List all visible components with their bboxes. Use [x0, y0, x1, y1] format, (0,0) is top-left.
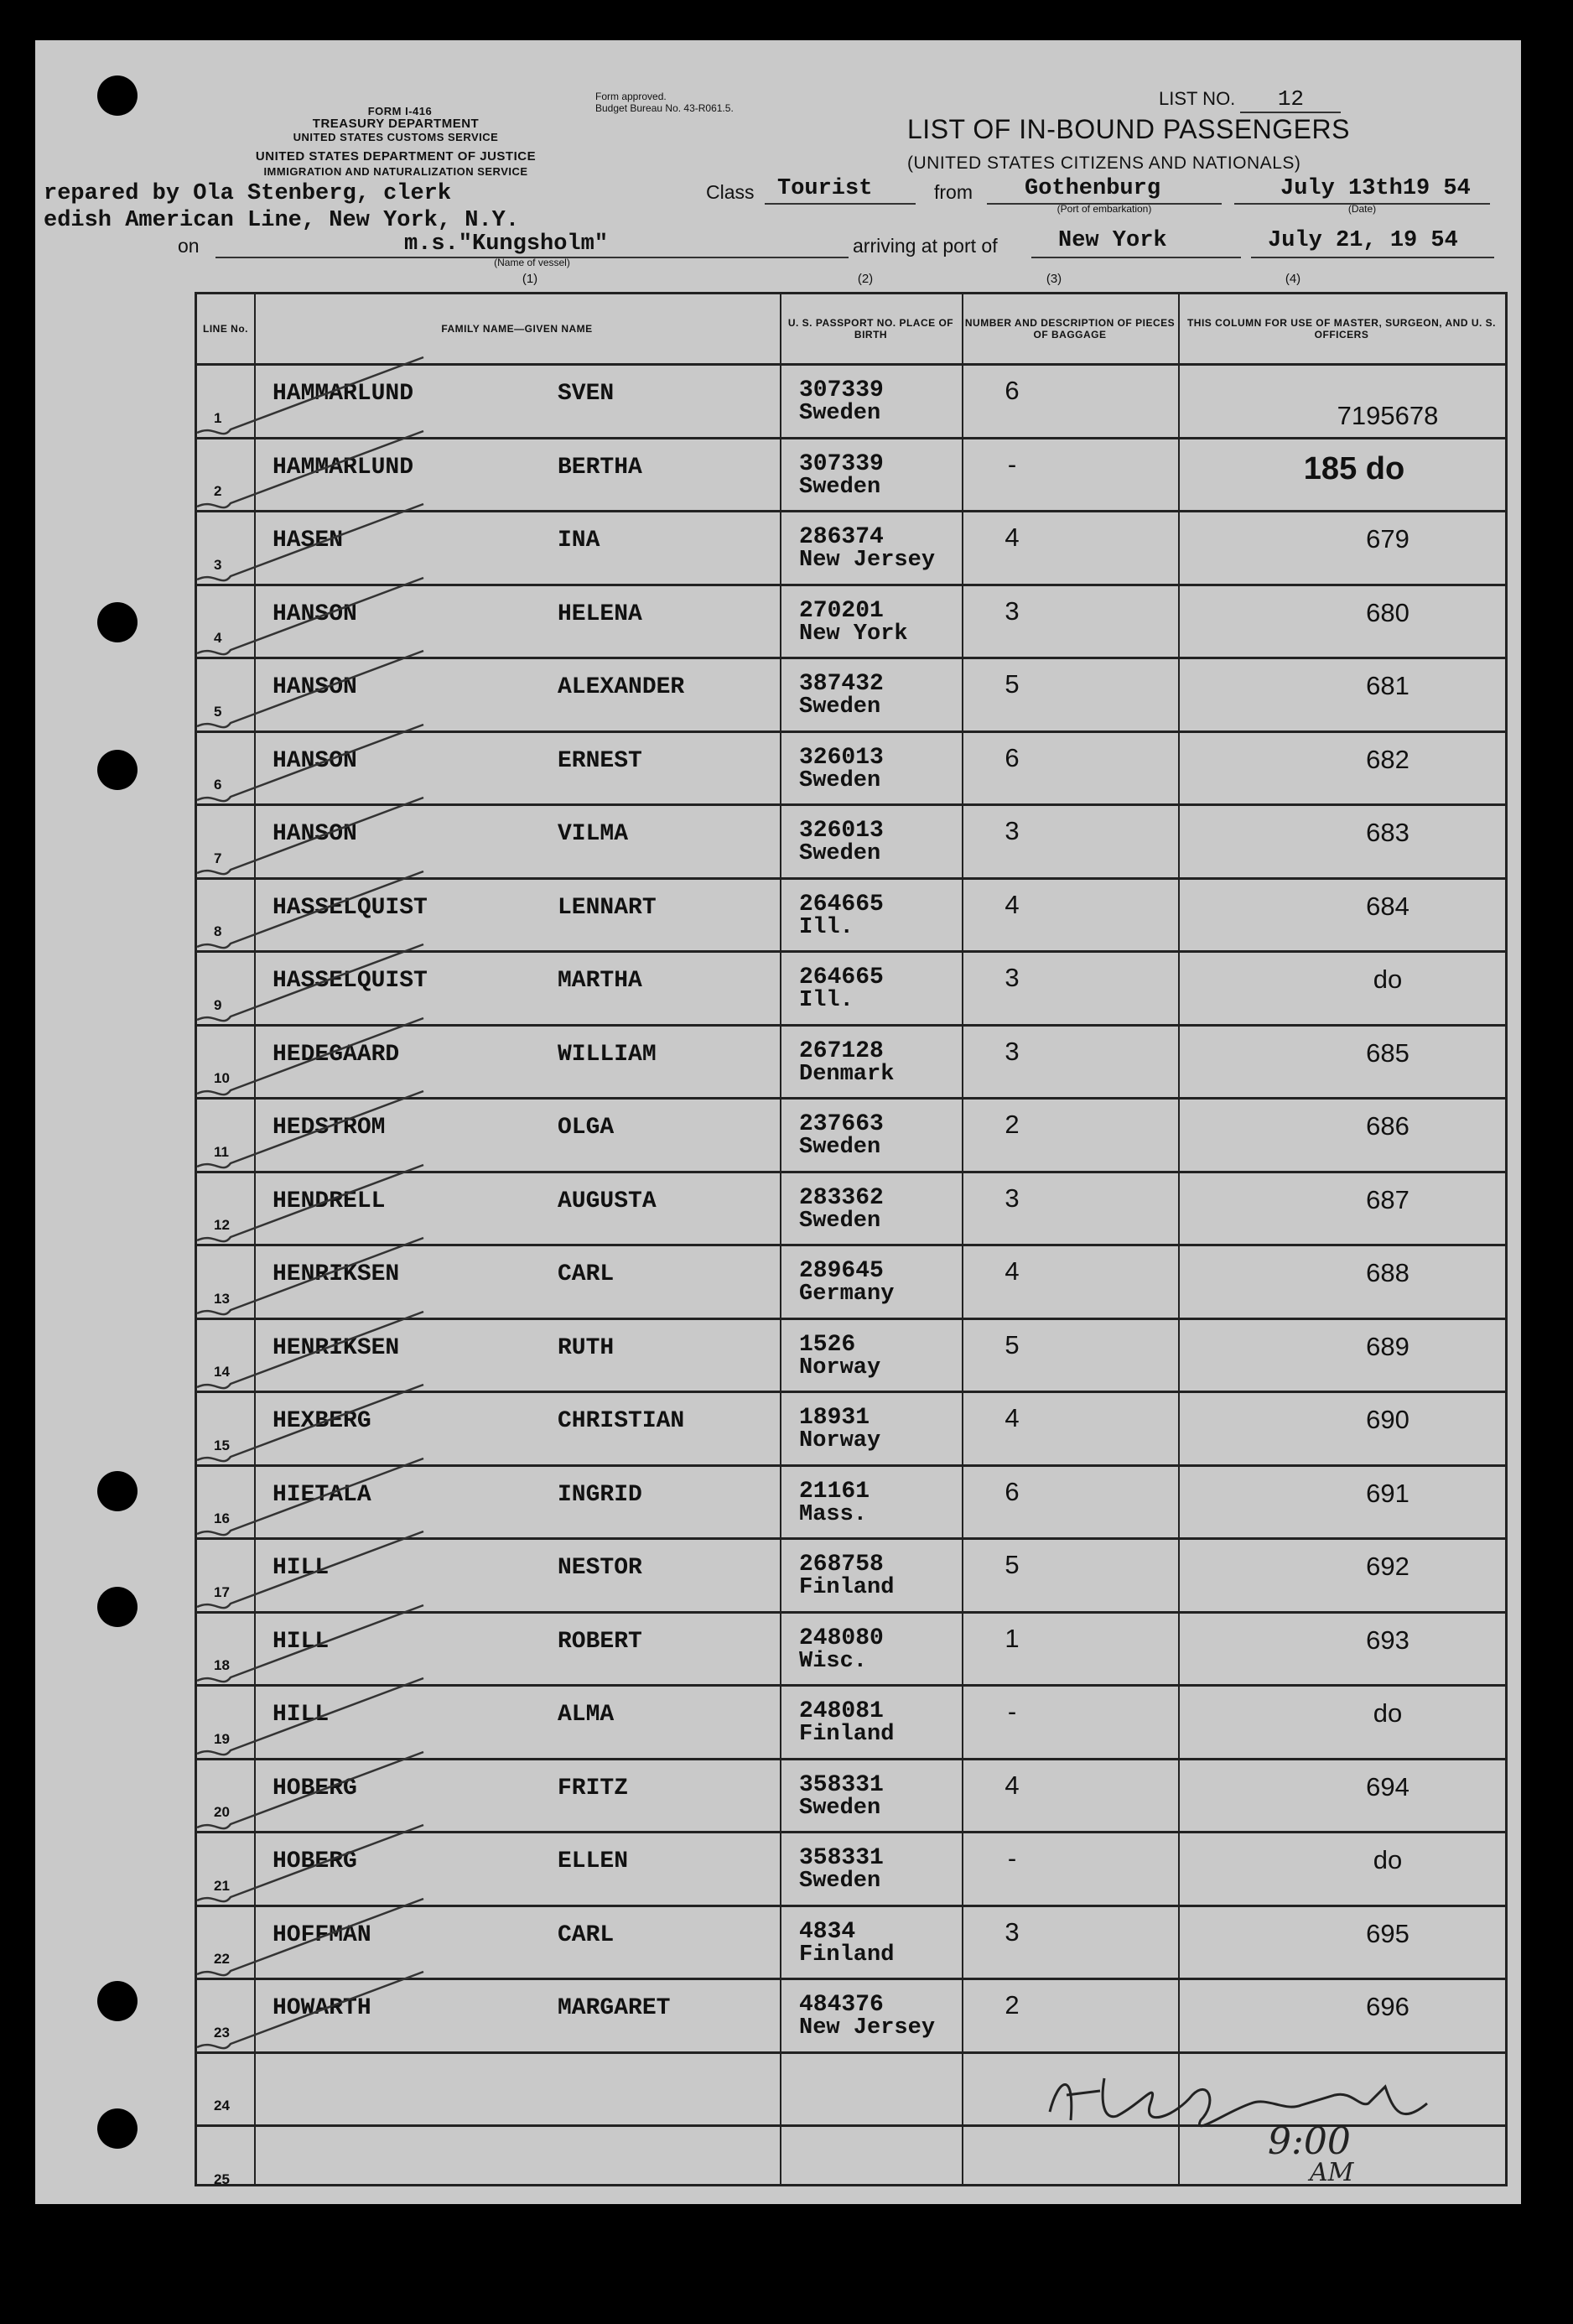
line-number: 18	[214, 1657, 230, 1673]
from-label: from	[934, 181, 973, 203]
given-name: ALMA	[558, 1702, 615, 1728]
prepared-by: repared by Ola Stenberg, clerk	[44, 181, 452, 206]
given-name: AUGUSTA	[558, 1188, 657, 1214]
header-office-use: THIS COLUMN FOR USE OF MASTER, SURGEON, AND U. S. OFFICERS	[1186, 317, 1497, 341]
given-name: RUTH	[558, 1334, 615, 1361]
office-use-entry: 682	[1366, 744, 1409, 774]
given-name: VILMA	[558, 821, 629, 847]
place-of-birth: Sweden	[799, 694, 881, 720]
table-row	[197, 1100, 1505, 1173]
office-use-entry: do	[1373, 1845, 1403, 1874]
baggage-count: -	[1007, 1697, 1017, 1726]
office-use-entry: 686	[1366, 1111, 1409, 1141]
baggage-count: 3	[1005, 816, 1020, 845]
line-number: 3	[214, 556, 222, 573]
baggage-count: -	[1007, 1843, 1017, 1873]
treasury-dept: TREASURY DEPARTMENT	[312, 117, 480, 131]
passport-number: 283362	[799, 1184, 884, 1211]
passport-number: 270201	[799, 597, 884, 624]
place-of-birth: Sweden	[799, 1795, 881, 1821]
family-name: HANSON	[273, 674, 357, 700]
punch-hole	[97, 750, 138, 790]
line-number: 24	[214, 2098, 230, 2113]
line-number: 20	[214, 1804, 230, 1820]
place-of-birth: Ill.	[799, 988, 854, 1013]
header-passport: U. S. PASSPORT NO. PLACE OF BIRTH	[787, 317, 954, 341]
time-note: 9:00	[1268, 2120, 1351, 2163]
passport-number: 268758	[799, 1552, 884, 1578]
office-use-entry: do	[1373, 964, 1403, 994]
header-baggage: NUMBER AND DESCRIPTION OF PIECES OF BAGGAGE	[964, 317, 1176, 341]
office-use-entry: 687	[1366, 1184, 1409, 1214]
line-number: 6	[214, 777, 222, 793]
line-number: 9	[214, 996, 222, 1013]
table-row	[197, 806, 1505, 880]
place-of-birth: Sweden	[799, 767, 881, 793]
column-number-1: (1)	[522, 272, 538, 286]
line-number: 4	[214, 630, 222, 646]
on-label: on	[178, 235, 200, 257]
table-row	[197, 880, 1505, 954]
given-name: MARGARET	[558, 1995, 671, 2021]
table-row	[197, 1246, 1505, 1320]
place-of-birth: Norway	[799, 1428, 881, 1453]
passport-number: 267128	[799, 1037, 884, 1064]
office-use-entry: do	[1373, 1698, 1403, 1728]
passport-number: 307339	[799, 377, 884, 403]
passenger-table	[195, 292, 1508, 2186]
office-use-entry: 683	[1366, 818, 1409, 847]
place-of-birth: New Jersey	[799, 548, 936, 573]
from-caption: (Port of embarkation)	[1056, 203, 1152, 215]
family-name: HASEN	[273, 528, 344, 554]
line-number: 21	[214, 1877, 230, 1894]
table-row	[197, 1760, 1505, 1834]
place-of-birth: Norway	[799, 1354, 881, 1380]
office-use-entry: 689	[1366, 1331, 1409, 1361]
line-number: 10	[214, 1070, 230, 1086]
baggage-count: 2	[1005, 1990, 1020, 2020]
passport-number: 237663	[799, 1111, 884, 1137]
baggage-count: -	[1007, 449, 1017, 479]
punch-hole	[97, 602, 138, 642]
given-name: ERNEST	[558, 747, 642, 774]
handwritten-signature	[1033, 2045, 1503, 2196]
punch-hole	[97, 75, 138, 116]
given-name: INGRID	[558, 1481, 642, 1508]
family-name: HASSELQUIST	[273, 894, 428, 921]
family-name: HOBERG	[273, 1775, 357, 1801]
line-number: 22	[214, 1951, 230, 1967]
given-name: BERTHA	[558, 454, 642, 481]
baggage-count: 1	[1005, 1623, 1020, 1653]
given-name: CARL	[558, 1921, 615, 1948]
family-name: HILL	[273, 1702, 330, 1728]
table-row	[197, 1027, 1505, 1100]
given-name: FRITZ	[558, 1775, 629, 1801]
list-number-value: 12	[1240, 86, 1341, 113]
column-number-3: (3)	[1046, 272, 1062, 286]
passport-number: 264665	[799, 964, 884, 990]
place-of-birth: Sweden	[799, 841, 881, 866]
family-name: HENRIKSEN	[273, 1334, 400, 1361]
passport-number: 1526	[799, 1331, 856, 1358]
baggage-count: 6	[1005, 1476, 1020, 1506]
table-row	[197, 1614, 1505, 1687]
place-of-birth: Finland	[799, 1722, 895, 1747]
place-of-birth: Germany	[799, 1282, 895, 1307]
table-row	[197, 1687, 1505, 1760]
family-name: HEDEGAARD	[273, 1041, 400, 1068]
signature-initials	[1033, 2045, 1034, 2046]
family-name: HILL	[273, 1628, 330, 1655]
office-use-entry: 679	[1366, 524, 1409, 554]
vessel-name: m.s."Kungsholm"	[404, 231, 609, 257]
table-row	[197, 1907, 1505, 1981]
line-number: 25	[214, 2171, 230, 2187]
place-of-birth: Sweden	[799, 474, 881, 500]
table-row	[197, 512, 1505, 586]
place-of-birth: Sweden	[799, 1135, 881, 1160]
place-of-birth: Finland	[799, 1575, 895, 1600]
family-name: HANSON	[273, 600, 357, 627]
line-number: 19	[214, 1730, 230, 1747]
table-row	[197, 439, 1505, 513]
column-number-4: (4)	[1285, 272, 1301, 286]
page-subtitle: (UNITED STATES CITIZENS AND NATIONALS)	[907, 153, 1301, 173]
family-name: HENDRELL	[273, 1188, 386, 1214]
baggage-count: 2	[1005, 1110, 1020, 1139]
family-name: HASSELQUIST	[273, 968, 428, 994]
given-name: ROBERT	[558, 1628, 642, 1655]
line-number: 8	[214, 923, 222, 939]
given-name: SVEN	[558, 381, 615, 407]
place-of-birth: Sweden	[799, 1869, 881, 1894]
line-number: 1	[214, 409, 222, 426]
passport-number: 18931	[799, 1405, 870, 1431]
justice-dept: UNITED STATES DEPARTMENT OF JUSTICE	[255, 149, 537, 164]
office-use-entry: 681	[1366, 671, 1409, 700]
office-use-entry: 696	[1366, 1992, 1409, 2021]
column-number-2: (2)	[857, 272, 874, 286]
page-title: LIST OF IN-BOUND PASSENGERS	[907, 114, 1350, 144]
passport-number: 358331	[799, 1771, 884, 1798]
line-number: 12	[214, 1217, 230, 1233]
family-name: HAMMARLUND	[273, 454, 414, 481]
immigration-service: IMMIGRATION AND NATURALIZATION SERVICE	[263, 165, 528, 178]
baggage-count: 5	[1005, 1550, 1020, 1579]
baggage-count: 5	[1005, 1329, 1020, 1360]
given-name: WILLIAM	[558, 1041, 657, 1068]
table-row	[197, 366, 1505, 439]
given-name: ALEXANDER	[558, 674, 685, 700]
list-number-field	[1159, 86, 1341, 113]
passport-number: 307339	[799, 450, 884, 477]
arriving-label: arriving at port of	[853, 235, 998, 257]
baggage-count: 3	[1005, 1916, 1020, 1947]
baggage-count: 3	[1005, 1183, 1020, 1213]
given-name: CHRISTIAN	[558, 1408, 685, 1434]
place-of-birth: Ill.	[799, 914, 854, 940]
baggage-count: 4	[1005, 523, 1020, 552]
office-use-entry: 691	[1366, 1478, 1409, 1508]
baggage-count: 5	[1005, 669, 1020, 699]
baggage-count: 4	[1005, 1256, 1020, 1286]
place-of-birth: Mass.	[799, 1501, 868, 1527]
passport-number: 387432	[799, 671, 884, 697]
family-name: HEXBERG	[273, 1408, 371, 1434]
table-row	[197, 1540, 1505, 1614]
departure-date: July 13th19 54	[1280, 176, 1471, 201]
office-use-entry: 7195678	[1337, 401, 1439, 430]
document-page	[35, 40, 1521, 2204]
table-row	[197, 1980, 1505, 2054]
place-of-birth: Denmark	[799, 1061, 895, 1087]
office-use-entry: 694	[1366, 1771, 1409, 1801]
line-company: edish American Line, New York, N.Y.	[44, 208, 520, 233]
class-value: Tourist	[777, 176, 873, 201]
place-of-birth: Sweden	[799, 1208, 881, 1234]
line-number: 16	[214, 1510, 230, 1526]
form-approval: Form approved.	[595, 91, 667, 102]
family-name: HANSON	[273, 747, 357, 774]
given-name: HELENA	[558, 600, 642, 627]
family-name: HOWARTH	[273, 1995, 371, 2021]
office-use-entry: 693	[1366, 1625, 1409, 1655]
family-name: HOBERG	[273, 1848, 357, 1874]
table-row	[197, 1173, 1505, 1247]
baggage-count: 4	[1005, 889, 1020, 919]
passport-number: 21161	[799, 1478, 870, 1505]
baggage-count: 4	[1005, 1770, 1020, 1800]
baggage-count: 3	[1005, 1036, 1020, 1066]
family-name: HOFFMAN	[273, 1921, 371, 1948]
baggage-count: 6	[1005, 742, 1020, 772]
given-name: CARL	[558, 1261, 615, 1287]
passport-number: 248080	[799, 1625, 884, 1651]
table-row	[197, 733, 1505, 807]
passport-number: 248081	[799, 1698, 884, 1724]
family-name: HIETALA	[273, 1481, 371, 1508]
given-name: LENNART	[558, 894, 657, 921]
table-row	[197, 586, 1505, 660]
header-line-no: LINE No.	[203, 323, 248, 335]
given-name: NESTOR	[558, 1555, 642, 1581]
table-row	[197, 1467, 1505, 1541]
office-use-entry: 690	[1366, 1405, 1409, 1434]
passport-number: 358331	[799, 1845, 884, 1871]
passport-number: 286374	[799, 524, 884, 550]
vessel-caption: (Name of vessel)	[494, 257, 570, 268]
table-row	[197, 1320, 1505, 1394]
office-use-entry: 185 do	[1303, 450, 1405, 486]
table-row	[197, 1393, 1505, 1467]
line-number: 14	[214, 1364, 230, 1380]
line-number: 13	[214, 1290, 230, 1307]
given-name: INA	[558, 528, 600, 554]
office-use-entry: 685	[1366, 1037, 1409, 1068]
line-number: 2	[214, 483, 222, 499]
given-name: OLGA	[558, 1115, 615, 1141]
line-number: 15	[214, 1437, 230, 1453]
place-of-birth: New York	[799, 621, 908, 647]
line-number: 5	[214, 703, 222, 720]
office-use-entry: 684	[1366, 891, 1409, 921]
line-number: 17	[214, 1583, 230, 1600]
am-note: AM	[1310, 2158, 1354, 2187]
baggage-count: 6	[1005, 376, 1020, 405]
from-value: Gothenburg	[1025, 176, 1161, 201]
office-use-entry: 688	[1366, 1258, 1409, 1287]
baggage-count: 3	[1005, 963, 1020, 992]
arrival-date: July 21, 19 54	[1268, 228, 1458, 253]
budget-bureau: Budget Bureau No. 43-R061.5.	[595, 102, 734, 114]
baggage-count: 4	[1005, 1403, 1020, 1432]
office-use-entry: 692	[1366, 1552, 1409, 1581]
arrival-port: New York	[1058, 228, 1167, 253]
passport-number: 484376	[799, 1992, 884, 2018]
given-name: MARTHA	[558, 968, 642, 994]
table-row	[197, 953, 1505, 1027]
baggage-count: 3	[1005, 595, 1020, 626]
family-name: HANSON	[273, 821, 357, 847]
place-of-birth: Sweden	[799, 401, 881, 426]
header-name: FAMILY NAME—GIVEN NAME	[441, 323, 593, 335]
line-number: 11	[214, 1143, 229, 1160]
date-caption: (Date)	[1347, 203, 1377, 215]
passport-number: 4834	[799, 1918, 856, 1945]
passport-number: 289645	[799, 1258, 884, 1284]
line-number: 23	[214, 2024, 230, 2041]
list-number-label: LIST NO.	[1159, 88, 1236, 109]
given-name: ELLEN	[558, 1848, 629, 1874]
passport-number: 326013	[799, 744, 884, 771]
passport-number: 326013	[799, 818, 884, 844]
family-name: HENRIKSEN	[273, 1261, 400, 1287]
customs-service: UNITED STATES CUSTOMS SERVICE	[293, 131, 499, 143]
punch-hole	[97, 1587, 138, 1627]
punch-hole	[97, 2108, 138, 2149]
place-of-birth: New Jersey	[799, 2015, 936, 2041]
table-row	[197, 659, 1505, 733]
office-use-entry: 680	[1366, 597, 1409, 627]
class-label: Class	[706, 181, 755, 203]
place-of-birth: Finland	[799, 1942, 895, 1968]
punch-hole	[97, 1981, 138, 2021]
office-use-entry: 695	[1366, 1918, 1409, 1948]
place-of-birth: Wisc.	[799, 1648, 868, 1674]
family-name: HAMMARLUND	[273, 381, 414, 407]
table-row	[197, 1833, 1505, 1907]
family-name: HEDSTROM	[273, 1115, 386, 1141]
punch-hole	[97, 1471, 138, 1511]
passport-number: 264665	[799, 891, 884, 918]
line-number: 7	[214, 850, 222, 866]
form-number: FORM I-416	[367, 105, 433, 117]
family-name: HILL	[273, 1555, 330, 1581]
